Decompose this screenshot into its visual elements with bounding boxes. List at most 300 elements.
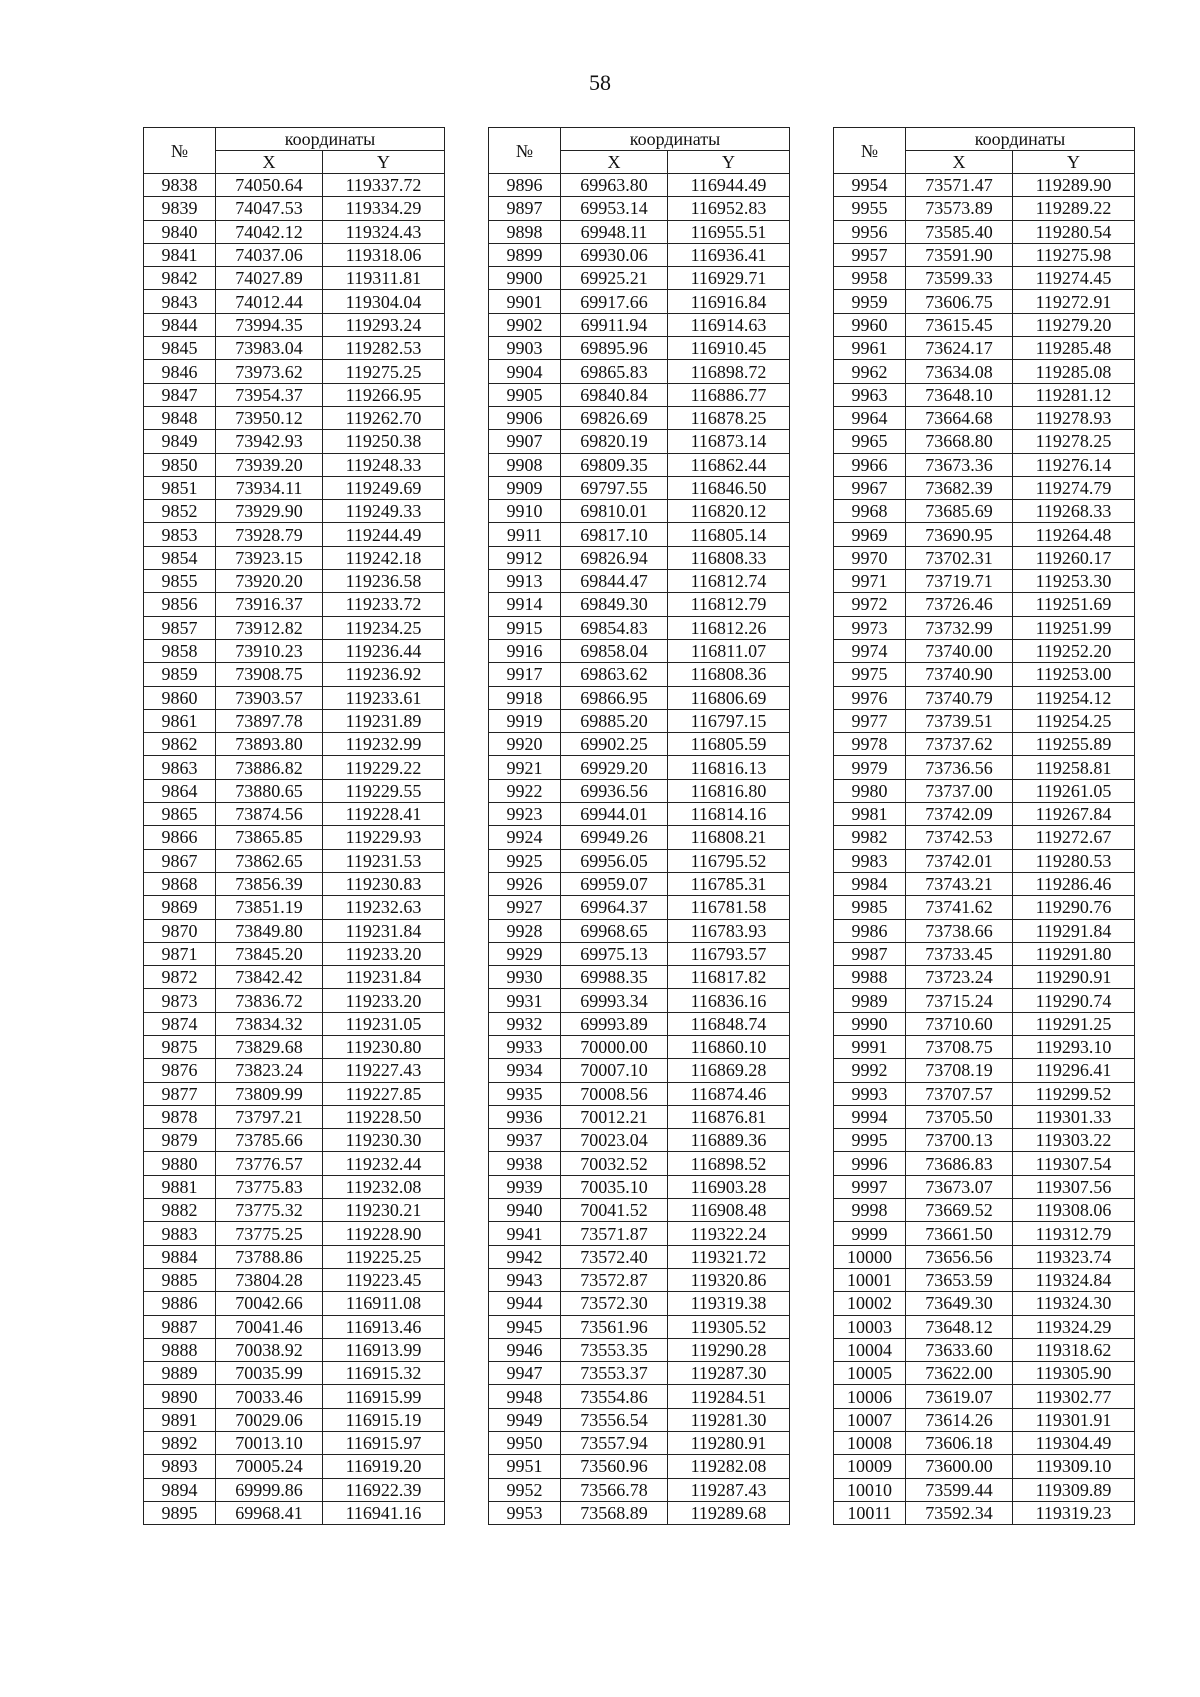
point-number-cell: 9924 <box>489 826 561 849</box>
table-row <box>489 1175 790 1198</box>
table-row <box>144 733 445 756</box>
table-row <box>144 1455 445 1478</box>
table-row <box>489 826 790 849</box>
y-coordinate-cell: 116806.69 <box>668 686 790 709</box>
x-coordinate-cell: 73732.99 <box>906 616 1013 639</box>
y-coordinate-cell: 116878.25 <box>668 406 790 429</box>
y-coordinate-cell: 119323.74 <box>1013 1245 1135 1268</box>
y-coordinate-cell: 119291.80 <box>1013 942 1135 965</box>
x-coordinate-cell: 70041.52 <box>561 1199 668 1222</box>
y-coordinate-cell: 119285.08 <box>1013 360 1135 383</box>
point-number-cell: 9970 <box>834 546 906 569</box>
x-coordinate-cell: 70029.06 <box>216 1408 323 1431</box>
y-coordinate-cell: 119229.93 <box>323 826 445 849</box>
point-number-cell: 9939 <box>489 1175 561 1198</box>
x-coordinate-cell: 73737.00 <box>906 779 1013 802</box>
y-coordinate-cell: 119280.91 <box>668 1432 790 1455</box>
x-coordinate-cell: 73920.20 <box>216 570 323 593</box>
x-coordinate-cell: 69993.89 <box>561 1012 668 1035</box>
y-coordinate-cell: 116910.45 <box>668 337 790 360</box>
y-coordinate-cell: 119291.84 <box>1013 919 1135 942</box>
point-number-cell: 9933 <box>489 1035 561 1058</box>
table-row <box>144 779 445 802</box>
y-coordinate-cell: 119232.99 <box>323 733 445 756</box>
y-coordinate-cell: 119232.44 <box>323 1152 445 1175</box>
point-number-cell: 10008 <box>834 1432 906 1455</box>
table-row <box>489 197 790 220</box>
point-number-cell: 9891 <box>144 1408 216 1431</box>
x-coordinate-cell: 70035.99 <box>216 1362 323 1385</box>
x-coordinate-cell: 73649.30 <box>906 1292 1013 1315</box>
x-coordinate-cell: 73622.00 <box>906 1362 1013 1385</box>
y-coordinate-cell: 116911.08 <box>323 1292 445 1315</box>
x-coordinate-cell: 74042.12 <box>216 220 323 243</box>
y-coordinate-cell: 116916.84 <box>668 290 790 313</box>
y-coordinate-cell: 119252.20 <box>1013 639 1135 662</box>
table-row <box>144 1432 445 1455</box>
point-number-cell: 9940 <box>489 1199 561 1222</box>
point-number-cell: 9973 <box>834 616 906 639</box>
table-row <box>489 1199 790 1222</box>
point-number-cell: 9884 <box>144 1245 216 1268</box>
point-number-cell: 9853 <box>144 523 216 546</box>
y-coordinate-cell: 119319.23 <box>1013 1501 1135 1524</box>
x-coordinate-cell: 73929.90 <box>216 500 323 523</box>
table-row <box>834 1105 1135 1128</box>
point-number-cell: 9858 <box>144 639 216 662</box>
table-row <box>834 1082 1135 1105</box>
y-coordinate-cell: 119264.48 <box>1013 523 1135 546</box>
x-coordinate-cell: 73739.51 <box>906 709 1013 732</box>
point-number-cell: 9976 <box>834 686 906 709</box>
x-coordinate-cell: 73740.00 <box>906 639 1013 662</box>
table-row <box>489 1152 790 1175</box>
y-coordinate-cell: 119266.95 <box>323 383 445 406</box>
point-number-cell: 9864 <box>144 779 216 802</box>
point-number-cell: 9919 <box>489 709 561 732</box>
table-row <box>144 1059 445 1082</box>
table-row <box>489 1432 790 1455</box>
table-row <box>489 709 790 732</box>
point-number-cell: 9882 <box>144 1199 216 1222</box>
table-row <box>489 290 790 313</box>
x-coordinate-cell: 69944.01 <box>561 803 668 826</box>
y-coordinate-cell: 119268.33 <box>1013 500 1135 523</box>
y-coordinate-cell: 116785.31 <box>668 872 790 895</box>
point-number-cell: 9946 <box>489 1338 561 1361</box>
y-coordinate-cell: 119233.20 <box>323 942 445 965</box>
point-number-cell: 9894 <box>144 1478 216 1501</box>
point-number-cell: 9880 <box>144 1152 216 1175</box>
x-coordinate-cell: 69858.04 <box>561 639 668 662</box>
y-coordinate-cell: 116814.16 <box>668 803 790 826</box>
y-coordinate-cell: 119290.74 <box>1013 989 1135 1012</box>
x-coordinate-cell: 73804.28 <box>216 1268 323 1291</box>
point-number-cell: 9989 <box>834 989 906 1012</box>
table-row <box>144 313 445 336</box>
header-number: № <box>489 128 561 174</box>
y-coordinate-cell: 116929.71 <box>668 267 790 290</box>
y-coordinate-cell: 116797.15 <box>668 709 790 732</box>
point-number-cell: 9898 <box>489 220 561 243</box>
point-number-cell: 9943 <box>489 1268 561 1291</box>
table-row <box>489 1082 790 1105</box>
table-row <box>834 1315 1135 1338</box>
y-coordinate-cell: 119305.52 <box>668 1315 790 1338</box>
table-row <box>489 1292 790 1315</box>
table-row <box>489 220 790 243</box>
table-row <box>834 220 1135 243</box>
table-row <box>144 1035 445 1058</box>
y-coordinate-cell: 119230.30 <box>323 1129 445 1152</box>
y-coordinate-cell: 119229.22 <box>323 756 445 779</box>
y-coordinate-cell: 116936.41 <box>668 243 790 266</box>
y-coordinate-cell: 116805.14 <box>668 523 790 546</box>
x-coordinate-cell: 73834.32 <box>216 1012 323 1035</box>
y-coordinate-cell: 119304.49 <box>1013 1432 1135 1455</box>
y-coordinate-cell: 119324.84 <box>1013 1268 1135 1291</box>
point-number-cell: 9945 <box>489 1315 561 1338</box>
y-coordinate-cell: 116952.83 <box>668 197 790 220</box>
x-coordinate-cell: 73797.21 <box>216 1105 323 1128</box>
y-coordinate-cell: 119254.25 <box>1013 709 1135 732</box>
y-coordinate-cell: 119293.10 <box>1013 1035 1135 1058</box>
y-coordinate-cell: 119274.45 <box>1013 267 1135 290</box>
point-number-cell: 9995 <box>834 1129 906 1152</box>
point-number-cell: 9997 <box>834 1175 906 1198</box>
table-row <box>144 570 445 593</box>
x-coordinate-cell: 73829.68 <box>216 1035 323 1058</box>
table-row <box>489 989 790 1012</box>
point-number-cell: 9899 <box>489 243 561 266</box>
x-coordinate-cell: 69895.96 <box>561 337 668 360</box>
y-coordinate-cell: 116805.59 <box>668 733 790 756</box>
table-row <box>144 1292 445 1315</box>
y-coordinate-cell: 119307.54 <box>1013 1152 1135 1175</box>
y-coordinate-cell: 119228.90 <box>323 1222 445 1245</box>
x-coordinate-cell: 69911.94 <box>561 313 668 336</box>
x-coordinate-cell: 69797.55 <box>561 476 668 499</box>
x-coordinate-cell: 73686.83 <box>906 1152 1013 1175</box>
table-row <box>144 616 445 639</box>
y-coordinate-cell: 119290.76 <box>1013 896 1135 919</box>
point-number-cell: 9964 <box>834 406 906 429</box>
point-number-cell: 9938 <box>489 1152 561 1175</box>
x-coordinate-cell: 69902.25 <box>561 733 668 756</box>
point-number-cell: 9935 <box>489 1082 561 1105</box>
point-number-cell: 9922 <box>489 779 561 802</box>
x-coordinate-cell: 73599.44 <box>906 1478 1013 1501</box>
x-coordinate-cell: 73702.31 <box>906 546 1013 569</box>
x-coordinate-cell: 74012.44 <box>216 290 323 313</box>
table-row <box>144 267 445 290</box>
point-number-cell: 9934 <box>489 1059 561 1082</box>
point-number-cell: 9930 <box>489 966 561 989</box>
x-coordinate-cell: 73560.96 <box>561 1455 668 1478</box>
table-row <box>834 1268 1135 1291</box>
table-row <box>834 1012 1135 1035</box>
point-number-cell: 9955 <box>834 197 906 220</box>
point-number-cell: 9883 <box>144 1222 216 1245</box>
y-coordinate-cell: 116876.81 <box>668 1105 790 1128</box>
x-coordinate-cell: 73738.66 <box>906 919 1013 942</box>
point-number-cell: 9985 <box>834 896 906 919</box>
x-coordinate-cell: 70035.10 <box>561 1175 668 1198</box>
y-coordinate-cell: 119244.49 <box>323 523 445 546</box>
point-number-cell: 9855 <box>144 570 216 593</box>
point-number-cell: 9856 <box>144 593 216 616</box>
table-row <box>489 803 790 826</box>
point-number-cell: 9996 <box>834 1152 906 1175</box>
point-number-cell: 9975 <box>834 663 906 686</box>
table-row <box>489 1059 790 1082</box>
x-coordinate-cell: 70038.92 <box>216 1338 323 1361</box>
x-coordinate-cell: 69953.14 <box>561 197 668 220</box>
y-coordinate-cell: 119274.79 <box>1013 476 1135 499</box>
x-coordinate-cell: 73788.86 <box>216 1245 323 1268</box>
y-coordinate-cell: 119280.54 <box>1013 220 1135 243</box>
point-number-cell: 9936 <box>489 1105 561 1128</box>
y-coordinate-cell: 119290.28 <box>668 1338 790 1361</box>
point-number-cell: 9984 <box>834 872 906 895</box>
point-number-cell: 9941 <box>489 1222 561 1245</box>
point-number-cell: 9960 <box>834 313 906 336</box>
x-coordinate-cell: 73572.87 <box>561 1268 668 1291</box>
x-coordinate-cell: 69968.65 <box>561 919 668 942</box>
point-number-cell: 9963 <box>834 383 906 406</box>
x-coordinate-cell: 69917.66 <box>561 290 668 313</box>
y-coordinate-cell: 116913.99 <box>323 1338 445 1361</box>
x-coordinate-cell: 73742.53 <box>906 826 1013 849</box>
x-coordinate-cell: 69963.80 <box>561 174 668 197</box>
table-row <box>144 663 445 686</box>
table-row <box>144 406 445 429</box>
x-coordinate-cell: 73910.23 <box>216 639 323 662</box>
point-number-cell: 9912 <box>489 546 561 569</box>
table-row <box>489 523 790 546</box>
y-coordinate-cell: 116898.52 <box>668 1152 790 1175</box>
table-row <box>489 639 790 662</box>
y-coordinate-cell: 119231.89 <box>323 709 445 732</box>
y-coordinate-cell: 116869.28 <box>668 1059 790 1082</box>
point-number-cell: 9954 <box>834 174 906 197</box>
point-number-cell: 9911 <box>489 523 561 546</box>
point-number-cell: 9857 <box>144 616 216 639</box>
table-row <box>489 1455 790 1478</box>
x-coordinate-cell: 73606.18 <box>906 1432 1013 1455</box>
x-coordinate-cell: 73823.24 <box>216 1059 323 1082</box>
x-coordinate-cell: 73653.59 <box>906 1268 1013 1291</box>
table-row <box>144 1268 445 1291</box>
point-number-cell: 9965 <box>834 430 906 453</box>
table-row <box>144 430 445 453</box>
point-number-cell: 9968 <box>834 500 906 523</box>
point-number-cell: 9873 <box>144 989 216 1012</box>
point-number-cell: 9950 <box>489 1432 561 1455</box>
point-number-cell: 9875 <box>144 1035 216 1058</box>
y-coordinate-cell: 119334.29 <box>323 197 445 220</box>
x-coordinate-cell: 73614.26 <box>906 1408 1013 1431</box>
table-row <box>489 896 790 919</box>
table-row <box>144 1129 445 1152</box>
y-coordinate-cell: 119284.51 <box>668 1385 790 1408</box>
x-coordinate-cell: 73865.85 <box>216 826 323 849</box>
x-coordinate-cell: 70012.21 <box>561 1105 668 1128</box>
y-coordinate-cell: 116808.21 <box>668 826 790 849</box>
x-coordinate-cell: 73591.90 <box>906 243 1013 266</box>
x-coordinate-cell: 73742.09 <box>906 803 1013 826</box>
y-coordinate-cell: 119304.04 <box>323 290 445 313</box>
point-number-cell: 10004 <box>834 1338 906 1361</box>
y-coordinate-cell: 119312.79 <box>1013 1222 1135 1245</box>
y-coordinate-cell: 119232.08 <box>323 1175 445 1198</box>
y-coordinate-cell: 116811.07 <box>668 639 790 662</box>
table-row <box>489 500 790 523</box>
x-coordinate-cell: 73715.24 <box>906 989 1013 1012</box>
table-row <box>834 966 1135 989</box>
table-row <box>489 1222 790 1245</box>
table-row <box>834 243 1135 266</box>
table-row <box>834 639 1135 662</box>
point-number-cell: 9910 <box>489 500 561 523</box>
x-coordinate-cell: 73585.40 <box>906 220 1013 243</box>
table-row <box>834 686 1135 709</box>
table-row <box>834 1129 1135 1152</box>
table-row <box>489 593 790 616</box>
y-coordinate-cell: 119290.91 <box>1013 966 1135 989</box>
table-row <box>144 546 445 569</box>
table-row <box>489 1129 790 1152</box>
y-coordinate-cell: 116915.97 <box>323 1432 445 1455</box>
x-coordinate-cell: 73912.82 <box>216 616 323 639</box>
x-coordinate-cell: 69863.62 <box>561 663 668 686</box>
point-number-cell: 9885 <box>144 1268 216 1291</box>
table-row <box>489 1105 790 1128</box>
y-coordinate-cell: 119236.58 <box>323 570 445 593</box>
table-row <box>489 453 790 476</box>
table-row <box>144 1408 445 1431</box>
point-number-cell: 10009 <box>834 1455 906 1478</box>
x-coordinate-cell: 73908.75 <box>216 663 323 686</box>
y-coordinate-cell: 119236.44 <box>323 639 445 662</box>
table-row <box>834 1292 1135 1315</box>
y-coordinate-cell: 116812.79 <box>668 593 790 616</box>
point-number-cell: 9952 <box>489 1478 561 1501</box>
x-coordinate-cell: 73726.46 <box>906 593 1013 616</box>
table-row <box>834 1059 1135 1082</box>
y-coordinate-cell: 116944.49 <box>668 174 790 197</box>
table-row <box>144 989 445 1012</box>
y-coordinate-cell: 119258.81 <box>1013 756 1135 779</box>
y-coordinate-cell: 119311.81 <box>323 267 445 290</box>
x-coordinate-cell: 73775.25 <box>216 1222 323 1245</box>
y-coordinate-cell: 119287.30 <box>668 1362 790 1385</box>
y-coordinate-cell: 116873.14 <box>668 430 790 453</box>
table-row <box>144 453 445 476</box>
x-coordinate-cell: 73851.19 <box>216 896 323 919</box>
x-coordinate-cell: 69849.30 <box>561 593 668 616</box>
table-row <box>489 849 790 872</box>
point-number-cell: 9878 <box>144 1105 216 1128</box>
header-y: Y <box>668 151 790 174</box>
x-coordinate-cell: 69865.83 <box>561 360 668 383</box>
x-coordinate-cell: 73690.95 <box>906 523 1013 546</box>
y-coordinate-cell: 119249.69 <box>323 476 445 499</box>
table-row <box>144 1152 445 1175</box>
y-coordinate-cell: 116889.36 <box>668 1129 790 1152</box>
y-coordinate-cell: 119227.85 <box>323 1082 445 1105</box>
table-row <box>144 1105 445 1128</box>
table-row <box>144 1338 445 1361</box>
x-coordinate-cell: 69826.94 <box>561 546 668 569</box>
point-number-cell: 10010 <box>834 1478 906 1501</box>
x-coordinate-cell: 73849.80 <box>216 919 323 942</box>
y-coordinate-cell: 119278.93 <box>1013 406 1135 429</box>
table-row <box>834 500 1135 523</box>
y-coordinate-cell: 119301.33 <box>1013 1105 1135 1128</box>
point-number-cell: 9908 <box>489 453 561 476</box>
point-number-cell: 9844 <box>144 313 216 336</box>
y-coordinate-cell: 119251.99 <box>1013 616 1135 639</box>
table-row <box>144 826 445 849</box>
x-coordinate-cell: 73624.17 <box>906 337 1013 360</box>
point-number-cell: 9918 <box>489 686 561 709</box>
x-coordinate-cell: 73615.45 <box>906 313 1013 336</box>
point-number-cell: 9929 <box>489 942 561 965</box>
header-y: Y <box>323 151 445 174</box>
table-row <box>489 919 790 942</box>
point-number-cell: 9961 <box>834 337 906 360</box>
x-coordinate-cell: 69949.26 <box>561 826 668 849</box>
point-number-cell: 9874 <box>144 1012 216 1035</box>
table-row <box>489 1501 790 1524</box>
y-coordinate-cell: 119308.06 <box>1013 1199 1135 1222</box>
y-coordinate-cell: 116915.32 <box>323 1362 445 1385</box>
table-row <box>834 197 1135 220</box>
y-coordinate-cell: 119236.92 <box>323 663 445 686</box>
point-number-cell: 10006 <box>834 1385 906 1408</box>
y-coordinate-cell: 119253.30 <box>1013 570 1135 593</box>
y-coordinate-cell: 119261.05 <box>1013 779 1135 802</box>
x-coordinate-cell: 69930.06 <box>561 243 668 266</box>
table-row <box>489 942 790 965</box>
x-coordinate-cell: 73668.80 <box>906 430 1013 453</box>
point-number-cell: 9907 <box>489 430 561 453</box>
y-coordinate-cell: 119296.41 <box>1013 1059 1135 1082</box>
y-coordinate-cell: 119289.22 <box>1013 197 1135 220</box>
table-row <box>489 1408 790 1431</box>
table-row <box>834 546 1135 569</box>
x-coordinate-cell: 73571.47 <box>906 174 1013 197</box>
y-coordinate-cell: 116808.33 <box>668 546 790 569</box>
point-number-cell: 10000 <box>834 1245 906 1268</box>
x-coordinate-cell: 73656.56 <box>906 1245 1013 1268</box>
table-row <box>144 337 445 360</box>
y-coordinate-cell: 119230.80 <box>323 1035 445 1058</box>
y-coordinate-cell: 119262.70 <box>323 406 445 429</box>
y-coordinate-cell: 116955.51 <box>668 220 790 243</box>
table-row <box>144 1175 445 1198</box>
y-coordinate-cell: 119229.55 <box>323 779 445 802</box>
point-number-cell: 10005 <box>834 1362 906 1385</box>
table-row <box>144 523 445 546</box>
y-coordinate-cell: 116795.52 <box>668 849 790 872</box>
point-number-cell: 9959 <box>834 290 906 313</box>
x-coordinate-cell: 73553.35 <box>561 1338 668 1361</box>
y-coordinate-cell: 116898.72 <box>668 360 790 383</box>
point-number-cell: 9870 <box>144 919 216 942</box>
y-coordinate-cell: 119275.98 <box>1013 243 1135 266</box>
